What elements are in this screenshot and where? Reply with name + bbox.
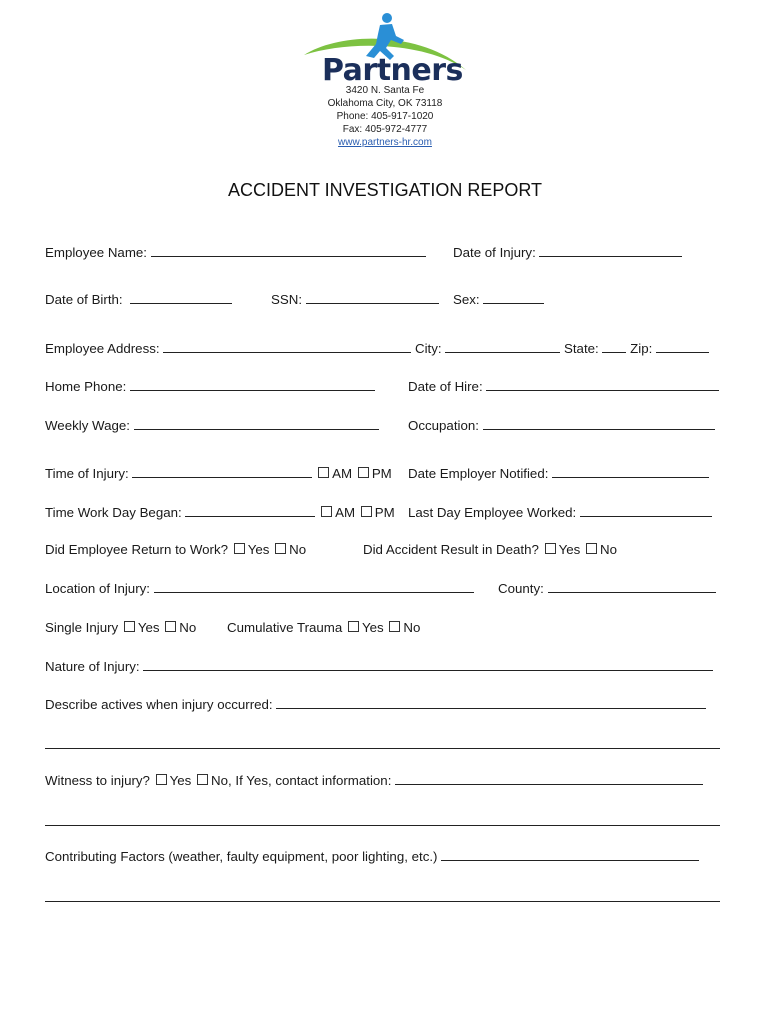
witness-no-checkbox[interactable] [197, 774, 208, 785]
row-work-day-began [45, 504, 395, 521]
describe-field[interactable] [276, 696, 706, 709]
witness-no-label: No, If Yes, contact information: [211, 773, 392, 788]
row-single-injury [45, 620, 196, 636]
return-yes-label: Yes [247, 542, 270, 557]
location-label: Location of Injury: [45, 581, 150, 596]
row-contributing-cont [45, 889, 720, 906]
sex-label: Sex: [453, 292, 480, 307]
row-witness-cont [45, 813, 720, 830]
row-date-of-injury [453, 244, 682, 261]
row-death [363, 542, 617, 558]
page-title: ACCIDENT INVESTIGATION REPORT [227, 180, 543, 200]
witness-yes-checkbox[interactable] [156, 774, 167, 785]
witness-yes-label: Yes [169, 773, 192, 788]
work-day-began-field[interactable] [185, 504, 315, 517]
pm-checkbox[interactable] [358, 467, 369, 478]
row-home-phone [45, 378, 375, 395]
occupation-field[interactable] [483, 417, 715, 430]
pm-label: PM [371, 466, 392, 481]
single-no-checkbox[interactable] [165, 621, 176, 632]
row-county [498, 580, 716, 597]
row-occupation [408, 417, 715, 434]
row-describe-cont [45, 736, 720, 753]
occupation-label: Occupation: [408, 418, 479, 433]
witness-contact-field-2[interactable] [45, 813, 720, 826]
pm-label-2: PM [374, 505, 395, 520]
address-city: Oklahoma City, OK 73118 [327, 98, 443, 109]
am-checkbox-2[interactable] [321, 506, 332, 517]
row-sex [453, 291, 544, 308]
weekly-wage-label: Weekly Wage: [45, 418, 130, 433]
zip-label: Zip: [630, 341, 653, 356]
employee-name-label: Employee Name: [45, 245, 147, 260]
phone-number: Phone: 405-917-1020 [336, 111, 434, 122]
logo-wordmark: Partners [322, 53, 463, 88]
time-of-injury-field[interactable] [132, 465, 312, 478]
nature-field[interactable] [143, 658, 713, 671]
state-label: State: [563, 341, 599, 356]
company-address [0, 84, 770, 149]
cumulative-no-checkbox[interactable] [389, 621, 400, 632]
date-notified-label: Date Employer Notified: [408, 466, 549, 481]
contributing-field[interactable] [441, 848, 699, 861]
last-day-worked-label: Last Day Employee Worked: [408, 505, 577, 520]
row-nature [45, 658, 713, 675]
cumulative-yes-label: Yes [362, 620, 384, 635]
date-notified-field[interactable] [552, 465, 709, 478]
weekly-wage-field[interactable] [134, 417, 379, 430]
row-cumulative-trauma [227, 620, 420, 636]
date-of-hire-field[interactable] [486, 378, 719, 391]
state-field[interactable] [602, 340, 626, 353]
fax-number: Fax: 405-972-4777 [342, 124, 428, 135]
return-yes-checkbox[interactable] [234, 543, 245, 554]
cumulative-label: Cumulative Trauma [227, 620, 343, 635]
death-no-checkbox[interactable] [586, 543, 597, 554]
home-phone-label: Home Phone: [45, 379, 127, 394]
row-time-of-injury [45, 465, 392, 482]
witness-label: Witness to injury? [45, 773, 150, 788]
row-ssn [271, 291, 439, 308]
location-field[interactable] [154, 580, 474, 593]
return-no-label: No [289, 542, 307, 557]
death-yes-checkbox[interactable] [545, 543, 556, 554]
row-describe [45, 696, 706, 713]
website-link[interactable]: www.partners-hr.com [338, 137, 432, 148]
nature-label: Nature of Injury: [45, 659, 140, 674]
death-yes-label: Yes [558, 542, 581, 557]
work-day-began-label: Time Work Day Began: [45, 505, 182, 520]
date-of-hire-label: Date of Hire: [408, 379, 483, 394]
home-phone-field[interactable] [130, 378, 375, 391]
row-witness [45, 772, 703, 789]
row-last-day-worked [408, 504, 712, 521]
city-label: City: [414, 341, 442, 356]
row-date-employer-notified [408, 465, 709, 482]
death-no-label: No [600, 542, 618, 557]
single-no-label: No [179, 620, 197, 635]
ssn-label: SSN: [271, 292, 303, 307]
ssn-field[interactable] [306, 291, 439, 304]
address-label: Employee Address: [45, 341, 160, 356]
return-to-work-label: Did Employee Return to Work? [45, 542, 229, 557]
date-of-injury-label: Date of Injury: [453, 245, 536, 260]
cumulative-yes-checkbox[interactable] [348, 621, 359, 632]
last-day-worked-field[interactable] [580, 504, 712, 517]
time-of-injury-label: Time of Injury: [45, 466, 129, 481]
cumulative-no-label: No [403, 620, 421, 635]
row-location [45, 580, 474, 597]
single-yes-label: Yes [137, 620, 160, 635]
row-dob [45, 291, 232, 308]
contributing-field-2[interactable] [45, 889, 720, 902]
contributing-label: Contributing Factors (weather, faulty equipment, poor lighting, etc.) [45, 849, 438, 864]
single-injury-label: Single Injury [45, 620, 119, 635]
address-field[interactable] [163, 340, 411, 353]
return-no-checkbox[interactable] [275, 543, 286, 554]
am-checkbox[interactable] [318, 467, 329, 478]
single-yes-checkbox[interactable] [124, 621, 135, 632]
zip-field[interactable] [656, 340, 709, 353]
dob-field[interactable] [130, 291, 232, 304]
witness-contact-field[interactable] [395, 772, 703, 785]
dob-label: Date of Birth: [45, 292, 123, 307]
county-field[interactable] [548, 580, 716, 593]
row-address [45, 340, 709, 357]
row-weekly-wage [45, 417, 379, 434]
city-field[interactable] [445, 340, 560, 353]
row-date-of-hire [408, 378, 719, 395]
county-label: County: [498, 581, 544, 596]
death-label: Did Accident Result in Death? [363, 542, 539, 557]
am-label-2: AM [335, 505, 356, 520]
pm-checkbox-2[interactable] [361, 506, 372, 517]
address-street: 3420 N. Santa Fe [345, 85, 425, 96]
employee-name-field[interactable] [151, 244, 426, 257]
row-return-to-work [45, 542, 306, 558]
sex-field[interactable] [483, 291, 544, 304]
am-label: AM [332, 466, 353, 481]
date-of-injury-field[interactable] [539, 244, 682, 257]
row-employee-name [45, 244, 426, 261]
describe-field-2[interactable] [45, 736, 720, 749]
describe-label: Describe actives when injury occurred: [45, 697, 273, 712]
partners-logo [300, 10, 470, 90]
row-contributing [45, 848, 699, 865]
